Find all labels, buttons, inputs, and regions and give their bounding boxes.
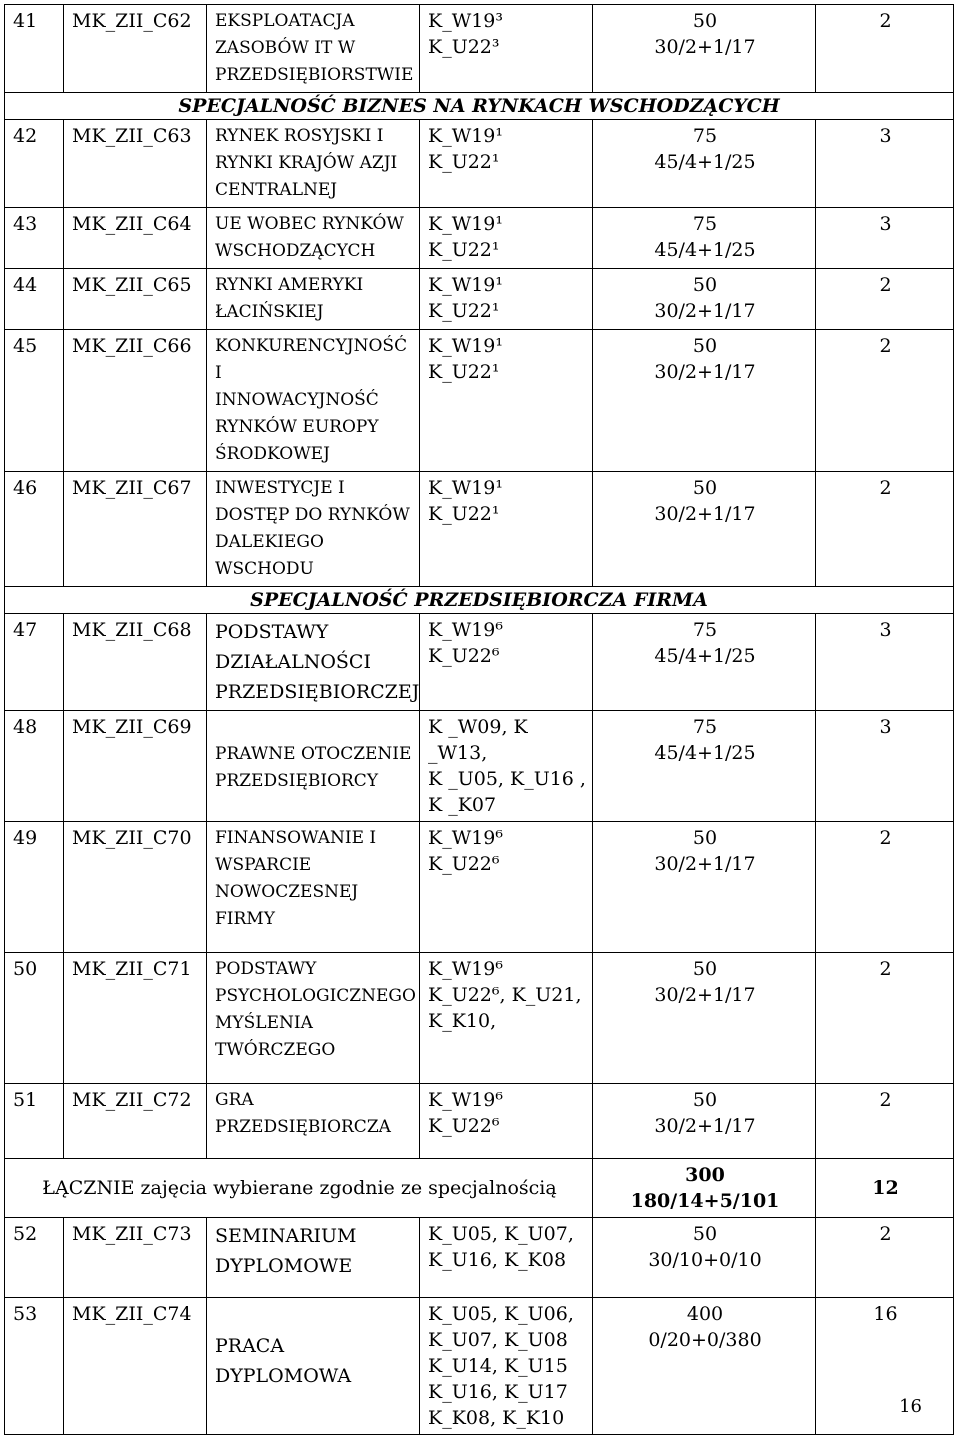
hours-line: 50 — [692, 335, 718, 357]
ects-points: 3 — [816, 208, 954, 269]
hours-line: 75 — [692, 619, 718, 641]
course-code: MK_ZII_C70 — [64, 822, 207, 953]
learning-effect-line: K_U22¹ — [428, 503, 500, 525]
table-row — [5, 5, 954, 93]
table-row — [5, 822, 954, 953]
learning-effects — [420, 472, 593, 587]
course-name — [207, 120, 420, 208]
hours — [593, 822, 816, 953]
ects-points: 2 — [816, 5, 954, 93]
course-code: MK_ZII_C69 — [64, 711, 207, 822]
learning-effect-line: K _W09, K _W13, — [428, 716, 528, 764]
hours-line: 30/2+1/17 — [654, 984, 756, 1006]
course-code: MK_ZII_C73 — [64, 1218, 207, 1298]
course-name-line: KONKURENCYJNOŚĆ I — [215, 336, 408, 383]
row-number: 49 — [5, 822, 64, 953]
course-name-line: DOSTĘP DO RYNKÓW — [215, 505, 410, 525]
course-name-line: RYNKÓW EUROPY — [215, 417, 379, 437]
hours-line: 400 — [686, 1303, 724, 1325]
hours-line: 45/4+1/25 — [654, 645, 756, 667]
table-row — [5, 1298, 954, 1435]
course-code: MK_ZII_C71 — [64, 953, 207, 1084]
row-number: 44 — [5, 269, 64, 330]
section-entrepreneurial-firm-title: SPECJALNOŚĆ PRZEDSIĘBIORCZA FIRMA — [5, 587, 954, 614]
course-name-line: INNOWACYJNOŚĆ — [215, 390, 379, 410]
learning-effect-line: K_U22¹ — [428, 151, 500, 173]
learning-effect-line: K_U07, K_U08 — [428, 1329, 568, 1351]
learning-effect-line: K_U22¹ — [428, 239, 500, 261]
row-number: 53 — [5, 1298, 64, 1435]
section-entrepreneurial-firm — [5, 587, 954, 614]
course-name-line: INWESTYCJE I — [215, 478, 345, 498]
total-ects: 12 — [816, 1159, 954, 1218]
course-name-line: WSCHODZĄCYCH — [215, 241, 376, 261]
course-code: MK_ZII_C65 — [64, 269, 207, 330]
course-name-line: DYPLOMOWE — [215, 1255, 353, 1277]
hours-line: 30/2+1/17 — [654, 361, 756, 383]
learning-effects — [420, 953, 593, 1084]
learning-effect-line: K_U22⁶ — [428, 1115, 500, 1137]
course-name-line: PRZEDSIĘBIORCZA — [215, 1117, 391, 1137]
table-row — [5, 269, 954, 330]
table-row — [5, 711, 954, 822]
ects-points: 2 — [816, 822, 954, 953]
hours — [593, 5, 816, 93]
learning-effect-line: K_U05, K_U07, — [428, 1223, 574, 1245]
hours — [593, 269, 816, 330]
course-name — [207, 711, 420, 822]
course-name-line: DYPLOMOWA — [215, 1365, 352, 1387]
course-name-line: ŁACIŃSKIEJ — [215, 302, 324, 322]
course-name-line: EKSPLOATACJA — [215, 11, 355, 31]
learning-effect-line: K_W19⁶ — [428, 1089, 504, 1111]
row-number: 43 — [5, 208, 64, 269]
course-name-line: MYŚLENIA — [215, 1013, 313, 1033]
hours — [593, 120, 816, 208]
course-code: MK_ZII_C62 — [64, 5, 207, 93]
curriculum-table-container — [4, 4, 954, 1435]
hours-line: 50 — [692, 958, 718, 980]
hours — [593, 953, 816, 1084]
row-number: 46 — [5, 472, 64, 587]
page-number: 16 — [899, 1396, 922, 1417]
course-name-line: NOWOCZESNEJ — [215, 882, 359, 902]
learning-effect-line: K_U22⁶, K_U21, — [428, 984, 582, 1006]
table-row — [5, 208, 954, 269]
total-hours-line: 300 — [685, 1164, 725, 1186]
learning-effect-line: K_U05, K_U06, — [428, 1303, 574, 1325]
course-name-line — [215, 1301, 413, 1331]
learning-effect-line: K _K07 — [428, 794, 497, 816]
learning-effects — [420, 822, 593, 953]
learning-effect-line: K_U22¹ — [428, 361, 500, 383]
course-name-line: RYNKI AMERYKI — [215, 275, 364, 295]
ects-points: 2 — [816, 953, 954, 1084]
course-name-line: PODSTAWY — [215, 621, 329, 643]
row-number: 42 — [5, 120, 64, 208]
section-business-emerging-markets-title: SPECJALNOŚĆ BIZNES NA RYNKACH WSCHODZĄCYCH — [5, 93, 954, 120]
learning-effect-line: K_W19³ — [428, 10, 504, 32]
course-name — [207, 1298, 420, 1435]
learning-effect-line: K_W19¹ — [428, 477, 504, 499]
course-name-line: ŚRODKOWEJ — [215, 444, 330, 464]
table-row — [5, 330, 954, 472]
learning-effects — [420, 120, 593, 208]
course-name-line: PRACA — [215, 1335, 285, 1357]
learning-effects — [420, 269, 593, 330]
total-label: ŁĄCZNIE zajęcia wybierane zgodnie ze specjalnością — [5, 1159, 593, 1218]
course-name-line: DZIAŁALNOŚCI — [215, 651, 371, 673]
course-name-line: ZASOBÓW IT W — [215, 38, 356, 58]
course-name-line: FINANSOWANIE I — [215, 828, 377, 848]
course-name — [207, 330, 420, 472]
course-name-line: GRA — [215, 1090, 254, 1110]
course-name — [207, 1084, 420, 1159]
course-name-line: WSCHODU — [215, 559, 314, 579]
hours-line: 50 — [692, 274, 718, 296]
course-name-line: PRAWNE OTOCZENIE — [215, 744, 412, 764]
total-hours — [593, 1159, 816, 1218]
hours — [593, 1218, 816, 1298]
learning-effect-line: K_U16, K_U17 — [428, 1381, 568, 1403]
learning-effect-line: K_U22³ — [428, 36, 500, 58]
ects-points: 3 — [816, 614, 954, 711]
hours — [593, 614, 816, 711]
hours-line: 30/2+1/17 — [654, 853, 756, 875]
course-name — [207, 5, 420, 93]
hours-line: 75 — [692, 213, 718, 235]
learning-effect-line: K_W19⁶ — [428, 958, 504, 980]
row-number: 41 — [5, 5, 64, 93]
hours-line: 75 — [692, 716, 718, 738]
learning-effect-line: K_U16, K_K08 — [428, 1249, 567, 1271]
hours-line: 50 — [692, 1089, 718, 1111]
hours — [593, 472, 816, 587]
learning-effect-line: K _U05, K_U16 , — [428, 768, 586, 790]
hours — [593, 1084, 816, 1159]
course-name — [207, 953, 420, 1084]
course-name — [207, 472, 420, 587]
table-row — [5, 1084, 954, 1159]
course-code: MK_ZII_C66 — [64, 330, 207, 472]
total-row — [5, 1159, 954, 1218]
learning-effect-line: K_W19¹ — [428, 213, 504, 235]
course-name — [207, 208, 420, 269]
hours — [593, 711, 816, 822]
row-number: 51 — [5, 1084, 64, 1159]
learning-effects — [420, 1218, 593, 1298]
ects-points: 3 — [816, 120, 954, 208]
learning-effect-line: K_K08, K_K10 — [428, 1407, 565, 1429]
course-code: MK_ZII_C74 — [64, 1298, 207, 1435]
table-row — [5, 472, 954, 587]
course-name-line: PRZEDSIĘBIORCY — [215, 771, 379, 791]
course-code: MK_ZII_C68 — [64, 614, 207, 711]
learning-effect-line: K_K10, — [428, 1010, 497, 1032]
row-number: 48 — [5, 711, 64, 822]
table-row — [5, 1218, 954, 1298]
course-name-line — [215, 714, 413, 741]
learning-effects — [420, 614, 593, 711]
ects-points: 16 — [816, 1298, 954, 1435]
learning-effect-line: K_W19¹ — [428, 125, 504, 147]
course-name-line: PODSTAWY — [215, 959, 317, 979]
hours-line: 0/20+0/380 — [648, 1329, 762, 1351]
course-name — [207, 1218, 420, 1298]
hours-line: 30/10+0/10 — [648, 1249, 762, 1271]
hours-line: 50 — [692, 10, 718, 32]
hours-line: 50 — [692, 477, 718, 499]
row-number: 47 — [5, 614, 64, 711]
course-name — [207, 614, 420, 711]
table-row — [5, 120, 954, 208]
hours-line: 30/2+1/17 — [654, 1115, 756, 1137]
course-code: MK_ZII_C67 — [64, 472, 207, 587]
hours — [593, 330, 816, 472]
course-name — [207, 269, 420, 330]
hours-line: 30/2+1/17 — [654, 300, 756, 322]
learning-effects — [420, 1298, 593, 1435]
course-name-line: CENTRALNEJ — [215, 180, 338, 200]
row-number: 50 — [5, 953, 64, 1084]
table-row — [5, 614, 954, 711]
course-name-line: RYNEK ROSYJSKI I — [215, 126, 384, 146]
learning-effects — [420, 330, 593, 472]
learning-effects — [420, 1084, 593, 1159]
learning-effect-line: K_U22⁶ — [428, 645, 500, 667]
hours-line: 50 — [692, 827, 718, 849]
hours-line: 50 — [692, 1223, 718, 1245]
course-name-line: UE WOBEC RYNKÓW — [215, 214, 404, 234]
ects-points: 2 — [816, 472, 954, 587]
course-name-line: WSPARCIE — [215, 855, 312, 875]
ects-points: 2 — [816, 269, 954, 330]
hours-line: 45/4+1/25 — [654, 742, 756, 764]
course-code: MK_ZII_C72 — [64, 1084, 207, 1159]
table-row — [5, 953, 954, 1084]
hours-line: 30/2+1/17 — [654, 503, 756, 525]
row-number: 52 — [5, 1218, 64, 1298]
learning-effects — [420, 5, 593, 93]
curriculum-table — [4, 4, 954, 1435]
hours — [593, 208, 816, 269]
learning-effect-line: K_W19¹ — [428, 335, 504, 357]
ects-points: 2 — [816, 330, 954, 472]
learning-effect-line: K_U14, K_U15 — [428, 1355, 568, 1377]
course-name-line: PRZEDSIĘBIORSTWIE — [215, 65, 414, 85]
course-name — [207, 822, 420, 953]
learning-effects — [420, 208, 593, 269]
hours — [593, 1298, 816, 1435]
section-business-emerging-markets — [5, 93, 954, 120]
hours-line: 45/4+1/25 — [654, 239, 756, 261]
total-hours-line: 180/14+5/101 — [630, 1190, 780, 1212]
course-code: MK_ZII_C64 — [64, 208, 207, 269]
course-name-line: PSYCHOLOGICZNEGO — [215, 986, 416, 1006]
course-name-line: FIRMY — [215, 909, 275, 929]
ects-points: 3 — [816, 711, 954, 822]
ects-points: 2 — [816, 1084, 954, 1159]
learning-effect-line: K_U22⁶ — [428, 853, 500, 875]
course-name-line: PRZEDSIĘBIORCZEJ — [215, 681, 420, 703]
learning-effect-line: K_W19⁶ — [428, 619, 504, 641]
hours-line: 30/2+1/17 — [654, 36, 756, 58]
course-name-line: RYNKI KRAJÓW AZJI — [215, 153, 398, 173]
learning-effect-line: K_W19⁶ — [428, 827, 504, 849]
course-name-line: TWÓRCZEGO — [215, 1040, 336, 1060]
learning-effect-line: K_W19¹ — [428, 274, 504, 296]
course-code: MK_ZII_C63 — [64, 120, 207, 208]
learning-effect-line: K_U22¹ — [428, 300, 500, 322]
hours-line: 75 — [692, 125, 718, 147]
hours-line: 45/4+1/25 — [654, 151, 756, 173]
row-number: 45 — [5, 330, 64, 472]
course-name-line: DALEKIEGO — [215, 532, 324, 552]
learning-effects — [420, 711, 593, 822]
course-name-line: SEMINARIUM — [215, 1225, 357, 1247]
ects-points: 2 — [816, 1218, 954, 1298]
